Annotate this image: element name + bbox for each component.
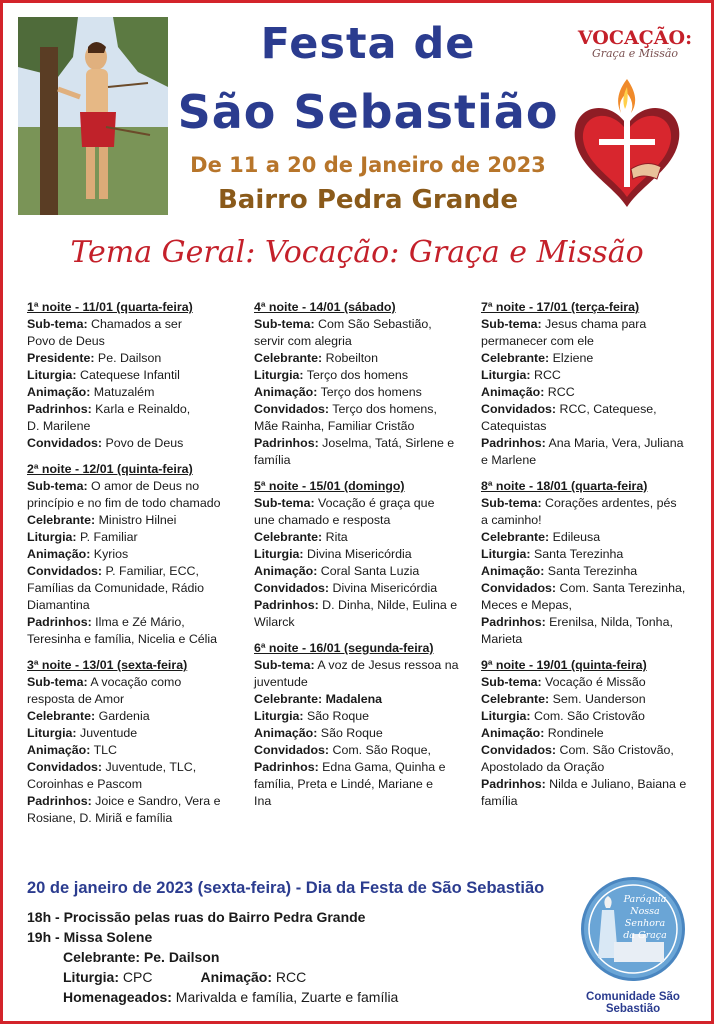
line-label: Liturgia: — [481, 709, 531, 723]
line-text: RCC — [544, 385, 575, 399]
line-text: Terço dos homens — [317, 385, 422, 399]
line-text: Erenilsa, Nilda, Tonha, — [545, 615, 673, 629]
line-text: Rosiane, D. Miriã e família — [27, 811, 173, 825]
line-text: Vocação é Missão — [541, 675, 646, 689]
night-1 — [27, 299, 242, 452]
line-label: Convidados: — [254, 743, 330, 757]
line-label: Padrinhos: — [27, 402, 92, 416]
line-label: Liturgia: — [254, 547, 304, 561]
line-label: Animação: — [481, 564, 545, 578]
logo-subtitle: Graça e Missão — [591, 47, 679, 60]
procession-item: 18h - Procissão pelas ruas do Bairro Pedra Grande — [27, 909, 366, 925]
line-label: Padrinhos: — [481, 436, 546, 450]
line-label: Celebrante: — [254, 351, 323, 365]
line-label: Animação: — [481, 726, 545, 740]
seal-line-2: Nossa Senhora — [624, 906, 666, 929]
night-4 — [254, 299, 469, 469]
seal-line-3: da Graça — [623, 930, 667, 941]
line-label: Convidados: — [481, 402, 557, 416]
community-name: Comunidade São Sebastião — [586, 991, 680, 1015]
line-label: Padrinhos: — [27, 615, 92, 629]
line-label: Sub-tema: — [254, 317, 315, 331]
line-text: Matuzalém — [90, 385, 155, 399]
line-text: servir com alegria — [254, 334, 352, 348]
line-label: Sub-tema: — [27, 317, 88, 331]
line-label: Liturgia: — [27, 530, 77, 544]
line-text: permanecer com ele — [481, 334, 594, 348]
line-text: Povo de Deus — [102, 436, 184, 450]
line-label: Padrinhos: — [27, 794, 92, 808]
line-text: Famílias da Comunidade, Rádio — [27, 581, 205, 595]
line-text: Coroinhas e Pascom — [27, 777, 143, 791]
line-label: Convidados: — [27, 436, 103, 450]
line-text: A vocação como — [87, 675, 182, 689]
mass-item: 19h - Missa Solene — [27, 929, 153, 945]
line-text: Juventude — [76, 726, 138, 740]
night-2 — [27, 461, 242, 648]
line-text: Edna Gama, Quinha e — [318, 760, 446, 774]
line-label: Celebrante: Madalena — [254, 692, 383, 706]
line-text: D. Marilene — [27, 419, 91, 433]
line-label: Animação: — [254, 385, 318, 399]
line-text: Corações ardentes, pés — [541, 496, 677, 510]
sacred-heart-icon — [569, 73, 685, 213]
line-text: São Roque — [317, 726, 383, 740]
line-text: une chamado e resposta — [254, 513, 391, 527]
line-text: Gardenia — [95, 709, 150, 723]
line-text: família — [254, 453, 291, 467]
animacao-value: RCC — [272, 969, 307, 985]
animacao-label: Animação: — [200, 969, 273, 985]
liturgia-label: Liturgia: — [63, 969, 119, 985]
line-label: Celebrante: — [481, 530, 550, 544]
line-text: Rita — [322, 530, 348, 544]
line-text: Terço dos homens — [303, 368, 409, 382]
line-label: Animação: — [254, 726, 318, 740]
night-header: 9ª noite - 19/01 (quinta-feira) — [481, 658, 647, 672]
night-header: 8ª noite - 18/01 (quarta-feira) — [481, 479, 648, 493]
night-header: 5ª noite - 15/01 (domingo) — [254, 479, 405, 493]
line-text: Robeilton — [322, 351, 378, 365]
line-text: Terço dos homens, — [329, 402, 437, 416]
line-label: Liturgia: — [481, 368, 531, 382]
line-text: Teresinha e família, Nicelia e Célia — [27, 632, 218, 646]
line-text: Santa Terezinha — [544, 564, 638, 578]
line-text: Divina Misericórdia — [329, 581, 438, 595]
line-label: Animação: — [27, 743, 91, 757]
line-text: Joice e Sandro, Vera e — [91, 794, 221, 808]
homenageados-label: Homenageados: — [63, 989, 172, 1005]
line-text: Jesus chama para — [541, 317, 647, 331]
seal-line-1: Paróquia — [623, 894, 667, 905]
line-text: Diamantina — [27, 598, 90, 612]
night-header: 1ª noite - 11/01 (quarta-feira) — [27, 300, 193, 314]
night-6 — [254, 640, 469, 810]
logo-title: VOCAÇÃO: — [577, 27, 693, 49]
line-label: Convidados: — [254, 402, 330, 416]
line-text: Com. Santa Terezinha, — [556, 581, 686, 595]
line-text: Sem. Uanderson — [549, 692, 646, 706]
line-text: Santa Terezinha — [530, 547, 624, 561]
line-text: Pe. Dailson — [94, 351, 162, 365]
schedule-column-1 — [27, 299, 242, 836]
night-9 — [481, 657, 696, 810]
line-label: Padrinhos: — [254, 598, 319, 612]
line-label: Presidente: — [27, 351, 95, 365]
line-text: A voz de Jesus ressoa na — [314, 658, 459, 672]
festival-dates: De 11 a 20 de Janeiro de 2023 — [190, 153, 546, 177]
line-label: Animação: — [481, 385, 545, 399]
line-label: Sub-tema: — [27, 675, 88, 689]
line-text: Povo de Deus — [27, 334, 105, 348]
line-label: Padrinhos: — [481, 615, 546, 629]
line-label: Padrinhos: — [254, 436, 319, 450]
line-text: Apostolado da Oração — [481, 760, 605, 774]
line-label: Liturgia: — [254, 709, 304, 723]
line-label: Sub-tema: — [254, 496, 315, 510]
line-text: TLC — [90, 743, 117, 757]
feast-day-heading: 20 de janeiro de 2023 (sexta-feira) - Dia da Festa de São Sebastião — [27, 879, 545, 897]
line-text: Meces e Mepas, — [481, 598, 572, 612]
line-label: Padrinhos: — [254, 760, 319, 774]
line-text: RCC, Catequese, — [556, 402, 657, 416]
line-label: Convidados: — [254, 581, 330, 595]
line-text: Joselma, Tatá, Sirlene e — [318, 436, 455, 450]
night-5 — [254, 478, 469, 631]
line-text: Edileusa — [549, 530, 601, 544]
line-text: Wilarck — [254, 615, 295, 629]
line-text: Karla e Reinaldo, — [91, 402, 191, 416]
line-text: princípio e no fim de todo chamado — [27, 496, 221, 510]
saint-sebastian-image — [18, 17, 168, 215]
schedule-column-2 — [254, 299, 469, 819]
line-text: Vocação é graça que — [314, 496, 435, 510]
line-text: Com São Sebastião, — [314, 317, 432, 331]
liturgia-value: CPC — [119, 969, 153, 985]
line-label: Sub-tema: — [481, 317, 542, 331]
line-text: P. Familiar, ECC, — [102, 564, 199, 578]
line-text: Com. São Cristovão — [530, 709, 645, 723]
line-text: Chamados a ser — [87, 317, 182, 331]
title-line-2: São Sebastião — [177, 85, 559, 139]
seal-text — [614, 894, 676, 942]
line-text: O amor de Deus no — [87, 479, 200, 493]
line-label: Celebrante: — [481, 692, 550, 706]
line-text: Marieta — [481, 632, 523, 646]
festival-location: Bairro Pedra Grande — [217, 185, 518, 215]
line-label: Convidados: — [27, 760, 103, 774]
line-text: Rondinele — [544, 726, 604, 740]
night-header: 7ª noite - 17/01 (terça-feira) — [481, 300, 640, 314]
line-label: Sub-tema: — [481, 675, 542, 689]
title-line-1: Festa de — [260, 19, 476, 69]
line-label: Liturgia: — [27, 368, 77, 382]
line-text: Nilda e Juliano, Baiana e — [545, 777, 687, 791]
night-header: 2ª noite - 12/01 (quinta-feira) — [27, 462, 193, 476]
line-label: Animação: — [254, 564, 318, 578]
line-text: Ministro Hilnei — [95, 513, 177, 527]
line-text: família — [481, 794, 518, 808]
schedule-column-3 — [481, 299, 696, 819]
night-8 — [481, 478, 696, 648]
line-label: Celebrante: — [27, 709, 96, 723]
vocacao-logo-text — [565, 27, 705, 60]
night-header: 6ª noite - 16/01 (segunda-feira) — [254, 641, 434, 655]
night-3 — [27, 657, 242, 827]
line-text: juventude — [254, 675, 308, 689]
line-label: Sub-tema: — [254, 658, 315, 672]
line-text: Ilma e Zé Mário, — [91, 615, 185, 629]
line-text: D. Dinha, Nilde, Eulina e — [318, 598, 458, 612]
line-label: Liturgia: — [481, 547, 531, 561]
line-label: Convidados: — [27, 564, 103, 578]
line-text: família, Preta e Lindé, Mariane e — [254, 777, 434, 791]
line-text: Com. São Roque, — [329, 743, 431, 757]
line-text: a caminho! — [481, 513, 542, 527]
mass-celebrant: Celebrante: Pe. Dailson — [63, 949, 220, 965]
night-7 — [481, 299, 696, 469]
line-label: Sub-tema: — [481, 496, 542, 510]
line-label: Convidados: — [481, 581, 557, 595]
line-text: Ana Maria, Vera, Juliana — [545, 436, 684, 450]
line-label: Padrinhos: — [481, 777, 546, 791]
line-text: P. Familiar — [76, 530, 138, 544]
line-label: Celebrante: — [481, 351, 550, 365]
line-text: Divina Misericórdia — [303, 547, 412, 561]
line-text: Coral Santa Luzia — [317, 564, 420, 578]
night-header: 3ª noite - 13/01 (sexta-feira) — [27, 658, 188, 672]
line-label: Celebrante: — [254, 530, 323, 544]
line-text: RCC — [530, 368, 561, 382]
line-text: Juventude, TLC, — [102, 760, 197, 774]
line-text: resposta de Amor — [27, 692, 125, 706]
line-label: Liturgia: — [27, 726, 77, 740]
line-label: Animação: — [27, 385, 91, 399]
line-text: Elziene — [549, 351, 594, 365]
line-label: Liturgia: — [254, 368, 304, 382]
line-text: Catequese Infantil — [76, 368, 180, 382]
line-label: Animação: — [27, 547, 91, 561]
line-text: e Marlene — [481, 453, 537, 467]
line-text: Catequistas — [481, 419, 547, 433]
line-text: Ina — [254, 794, 272, 808]
line-label: Celebrante: — [27, 513, 96, 527]
homenageados-value: Marivalda e família, Zuarte e família — [171, 989, 399, 1005]
feast-day-schedule — [27, 907, 398, 1007]
line-text: Mãe Rainha, Familiar Cristão — [254, 419, 415, 433]
line-text: Com. São Cristovão, — [556, 743, 674, 757]
general-theme: Tema Geral: Vocação: Graça e Missão — [70, 235, 644, 270]
night-header: 4ª noite - 14/01 (sábado) — [254, 300, 396, 314]
line-label: Convidados: — [481, 743, 557, 757]
parish-seal-logo — [581, 877, 685, 981]
line-text: Kyrios — [90, 547, 129, 561]
line-label: Sub-tema: — [27, 479, 88, 493]
line-text: São Roque — [303, 709, 370, 723]
